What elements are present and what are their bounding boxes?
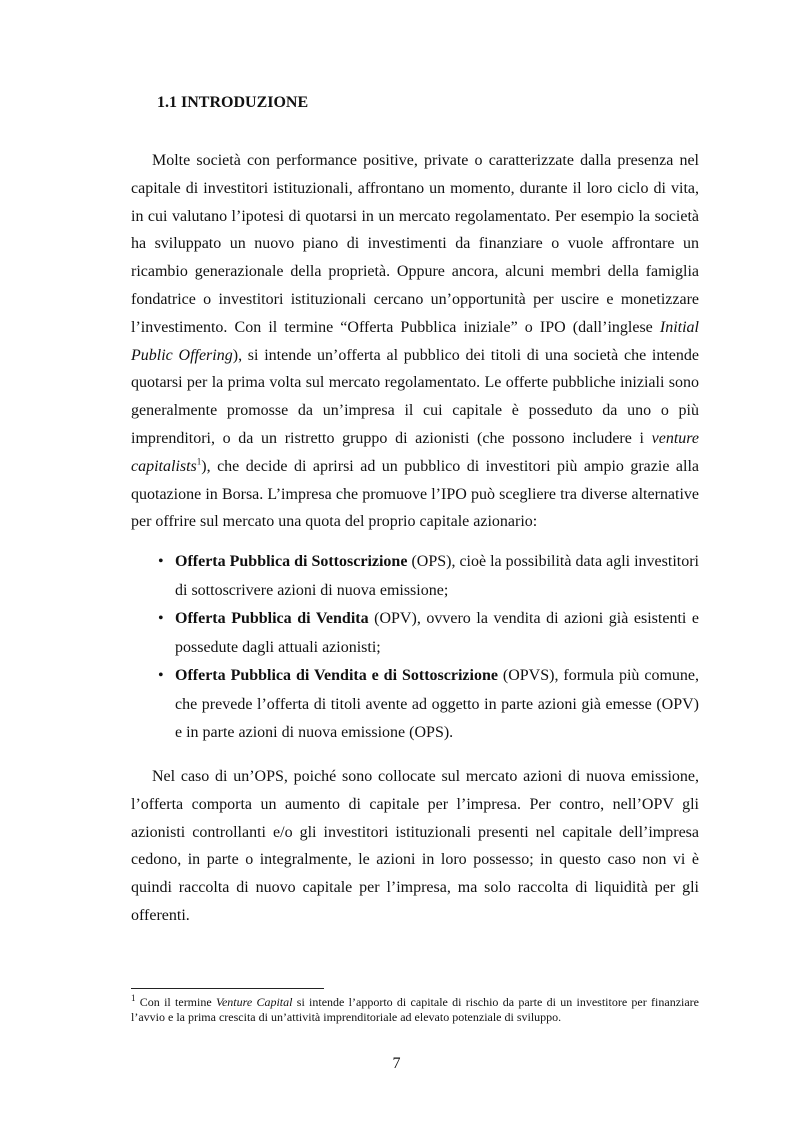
list-item [131, 662, 699, 748]
paragraph-intro-text-a: Molte società con performance positive, private o caratterizzate dalla presenza nel capitale di investitori istituzionali, affrontano un momento, durante il loro ciclo di vita, in cui valutano l’ipotesi di quotarsi in un mercato regolamentato. Per esempio la società ha sviluppato un nuovo piano di investimenti da finanziare o vuole affrontare un ricambio generazionale della proprietà. Oppure ancora, alcuni membri della famiglia fondatrice o investitori istituzionali cercano un’opportunità per uscire e monetizzare l’investimento. Con il termine “Offerta Pubblica iniziale” o IPO (dall’inglese [131, 152, 699, 336]
list-item-text: (OPV), ovvero la vendita di azioni già esistenti e possedute dagli attuali azionisti; [175, 610, 700, 656]
paragraph-intro-italic-term-ipo: Initial Public Offering [131, 318, 699, 364]
list-item-text: (OPS), cioè la possibilità data agli investitori di sottoscrivere azioni di nuova emissione; [175, 553, 699, 599]
paragraph-intro [131, 147, 699, 536]
footnote-italic-term: Venture Capital [215, 995, 293, 1009]
list-item [131, 605, 699, 662]
footnote-text-a: Con il termine [135, 995, 216, 1009]
bullet-icon: • [158, 667, 164, 684]
bullet-icon: • [158, 610, 164, 627]
section-heading: 1.1 INTRODUZIONE [157, 94, 309, 111]
page-number: 7 [392, 1055, 401, 1072]
list-item [131, 548, 699, 605]
footnote [131, 995, 699, 1025]
list-item-title: Offerta Pubblica di Vendita [175, 610, 369, 627]
list-item-title: Offerta Pubblica di Vendita e di Sottoscrizione [175, 667, 498, 684]
footnote-reference[interactable]: 1 [196, 456, 202, 467]
bullet-icon: • [158, 553, 164, 570]
paragraph-intro-text-c: ), si intende un’offerta al pubblico dei titoli di una società che intende quotarsi per la prima volta sul mercato regolamentato. Le offerte pubbliche iniziali sono generalmente promosse da un’impresa il cui capitale è posseduto da uno o più imprenditori, o da un ristretto gruppo di azionisti (che possono includere i [131, 346, 700, 447]
footnote-text-c: si intende l’apporto di capitale di rischio da parte di un investitore per finanziare l’avvio e la prima crescita di un’attività imprenditoriale ad elevato potenziale di sviluppo. [131, 995, 700, 1024]
footnote-divider [131, 988, 324, 989]
list-item-title: Offerta Pubblica di Sottoscrizione [175, 553, 408, 570]
paragraph-ops-opv: Nel caso di un’OPS, poiché sono collocate sul mercato azioni di nuova emissione, l’offerta comporta un aumento di capitale per l’impresa. Per contro, nell’OPV gli azionisti controllanti e/o gli investitori istituzionali presenti nel capitale dell’impresa cedono, in parte o integralmente, le azioni in loro possesso; in questo caso non vi è quindi raccolta di nuovo capitale per l’impresa, ma solo raccolta di liquidità per gli offerenti. [131, 768, 699, 924]
offer-types-list [131, 548, 699, 748]
paragraph-intro-italic-term-vc: venture capitalists [131, 429, 699, 475]
paragraph-intro-text-e: ), che decide di aprirsi ad un pubblico di investitori più ampio grazie alla quotazione in Borsa. L’impresa che promuove l’IPO può scegliere tra diverse alternative per offrire sul mercato una quota del proprio capitale azionario: [131, 457, 699, 531]
list-item-text: (OPVS), formula più comune, che prevede l’offerta di titoli avente ad oggetto in parte azioni già emesse (OPV) e in parte azioni di nuova emissione (OPS). [175, 667, 700, 741]
footnote-number: 1 [131, 993, 136, 1003]
